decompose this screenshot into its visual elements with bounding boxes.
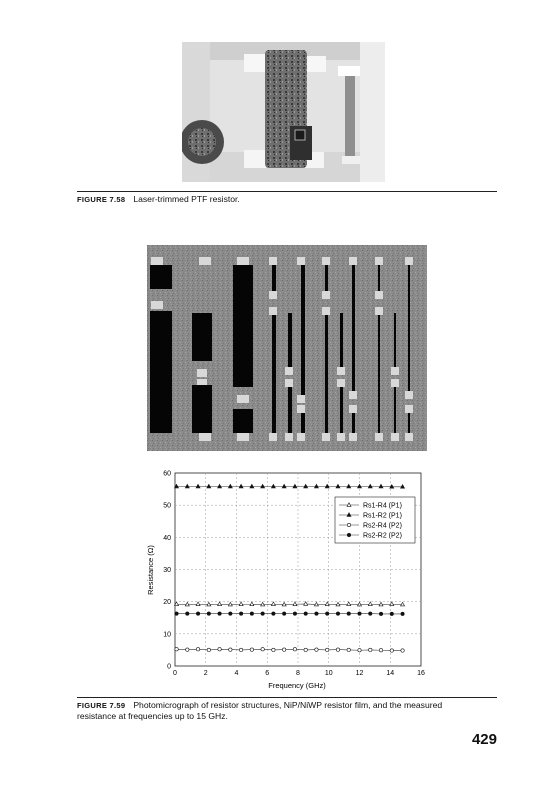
data-point <box>186 612 189 615</box>
x-axis-label: Frequency (GHz) <box>268 681 326 690</box>
data-point <box>314 484 318 488</box>
data-point <box>358 602 362 606</box>
data-point <box>347 612 350 615</box>
y-tick-label: 30 <box>163 567 171 574</box>
data-point <box>239 612 242 615</box>
data-point <box>261 648 264 651</box>
data-point <box>229 648 232 651</box>
data-point <box>207 602 211 606</box>
data-point <box>293 648 296 651</box>
data-point <box>228 602 232 606</box>
data-point <box>239 484 243 488</box>
data-point <box>207 612 210 615</box>
data-point <box>304 648 307 651</box>
legend-label: Rs2-R4 (P2) <box>363 522 402 530</box>
data-point <box>326 612 329 615</box>
data-point <box>250 648 253 651</box>
data-point <box>401 612 404 615</box>
legend-label: Rs1-R4 (P1) <box>363 502 402 510</box>
data-point <box>293 612 296 615</box>
data-point <box>239 648 242 651</box>
figure-7-59-text-line1: Photomicrograph of resistor structures, NiP/NiWP resistor film, and the measured <box>133 700 443 710</box>
data-point <box>315 612 318 615</box>
data-point <box>390 612 393 615</box>
data-point <box>304 612 307 615</box>
ptf-resistor-photo <box>182 42 385 182</box>
data-point <box>368 602 372 606</box>
data-point <box>401 602 405 606</box>
data-point <box>207 484 211 488</box>
y-tick-label: 0 <box>167 663 171 671</box>
x-tick-label: 4 <box>234 670 239 677</box>
data-point <box>282 484 286 488</box>
data-point <box>314 602 318 606</box>
data-point <box>239 602 243 606</box>
data-point <box>218 648 221 651</box>
data-point <box>218 484 222 488</box>
data-point <box>250 602 254 606</box>
data-point <box>261 612 264 615</box>
data-point <box>282 602 286 606</box>
y-tick-label: 40 <box>163 534 171 542</box>
figure-7-59-rule <box>77 697 497 698</box>
data-point <box>326 648 329 651</box>
data-point <box>261 484 265 488</box>
data-point <box>185 602 189 606</box>
figure-7-59-number: FIGURE 7.59 <box>77 701 126 710</box>
data-point <box>369 648 372 651</box>
resistance-vs-frequency-chart <box>140 465 440 695</box>
data-point <box>228 484 232 488</box>
data-point <box>401 649 404 652</box>
data-point <box>336 484 340 488</box>
y-tick-label: 60 <box>163 470 171 478</box>
data-point <box>271 484 275 488</box>
y-axis-label: Resistance (Ω) <box>146 545 155 595</box>
legend-marker <box>347 533 350 536</box>
data-point <box>207 648 210 651</box>
x-tick-label: 12 <box>355 670 364 677</box>
data-point <box>250 612 253 615</box>
data-point <box>282 648 285 651</box>
legend-label: Rs1-R2 (P1) <box>363 512 402 520</box>
x-tick-label: 0 <box>173 670 177 677</box>
data-point <box>196 602 200 606</box>
data-point <box>336 648 339 651</box>
data-point <box>250 484 254 488</box>
data-point <box>175 648 178 651</box>
resistor-structures-photomicrograph <box>147 245 427 451</box>
figure-7-59-caption <box>77 700 497 722</box>
data-point <box>401 485 405 489</box>
data-point <box>347 648 350 651</box>
x-tick-label: 6 <box>265 670 270 677</box>
data-point <box>272 612 275 615</box>
data-point <box>369 612 372 615</box>
data-point <box>368 484 372 488</box>
figure-7-58-text: Laser-trimmed PTF resistor. <box>133 194 240 204</box>
data-point <box>196 612 199 615</box>
x-tick-label: 10 <box>324 670 333 677</box>
data-point <box>347 484 351 488</box>
data-point <box>175 612 178 615</box>
legend-marker <box>347 523 350 526</box>
data-point <box>358 649 361 652</box>
data-point <box>196 648 199 651</box>
x-tick-label: 8 <box>296 670 300 677</box>
data-point <box>186 648 189 651</box>
page-number: 429 <box>471 731 497 748</box>
chart-legend <box>335 497 415 543</box>
data-point <box>379 649 382 652</box>
y-tick-label: 50 <box>163 502 171 510</box>
figure-7-58-caption <box>77 194 497 205</box>
y-tick-label: 10 <box>163 631 171 639</box>
data-point <box>282 612 285 615</box>
data-point <box>218 602 222 606</box>
data-point <box>358 484 362 488</box>
data-point <box>271 602 275 606</box>
data-point <box>304 484 308 488</box>
data-point <box>229 612 232 615</box>
x-tick-label: 2 <box>203 670 208 677</box>
data-point <box>336 612 339 615</box>
data-point <box>293 602 297 606</box>
legend-label: Rs2-R2 (P2) <box>363 532 402 540</box>
data-point <box>315 648 318 651</box>
figure-7-58-number: FIGURE 7.58 <box>77 195 126 204</box>
data-point <box>336 602 340 606</box>
data-point <box>272 648 275 651</box>
y-tick-label: 20 <box>163 599 171 607</box>
data-point <box>347 602 351 606</box>
data-point <box>185 484 189 488</box>
figure-7-59-text-line2: resistance at frequencies up to 15 GHz. <box>77 711 228 721</box>
data-point <box>218 612 221 615</box>
data-point <box>379 612 382 615</box>
data-point <box>379 602 383 606</box>
data-point <box>261 602 265 606</box>
data-point <box>196 484 200 488</box>
x-tick-label: 16 <box>417 670 425 677</box>
data-point <box>304 602 308 606</box>
data-point <box>390 649 393 652</box>
data-point <box>293 484 297 488</box>
data-point <box>379 484 383 488</box>
x-tick-label: 14 <box>386 670 395 677</box>
data-point <box>358 612 361 615</box>
figure-7-58-rule <box>77 191 497 192</box>
